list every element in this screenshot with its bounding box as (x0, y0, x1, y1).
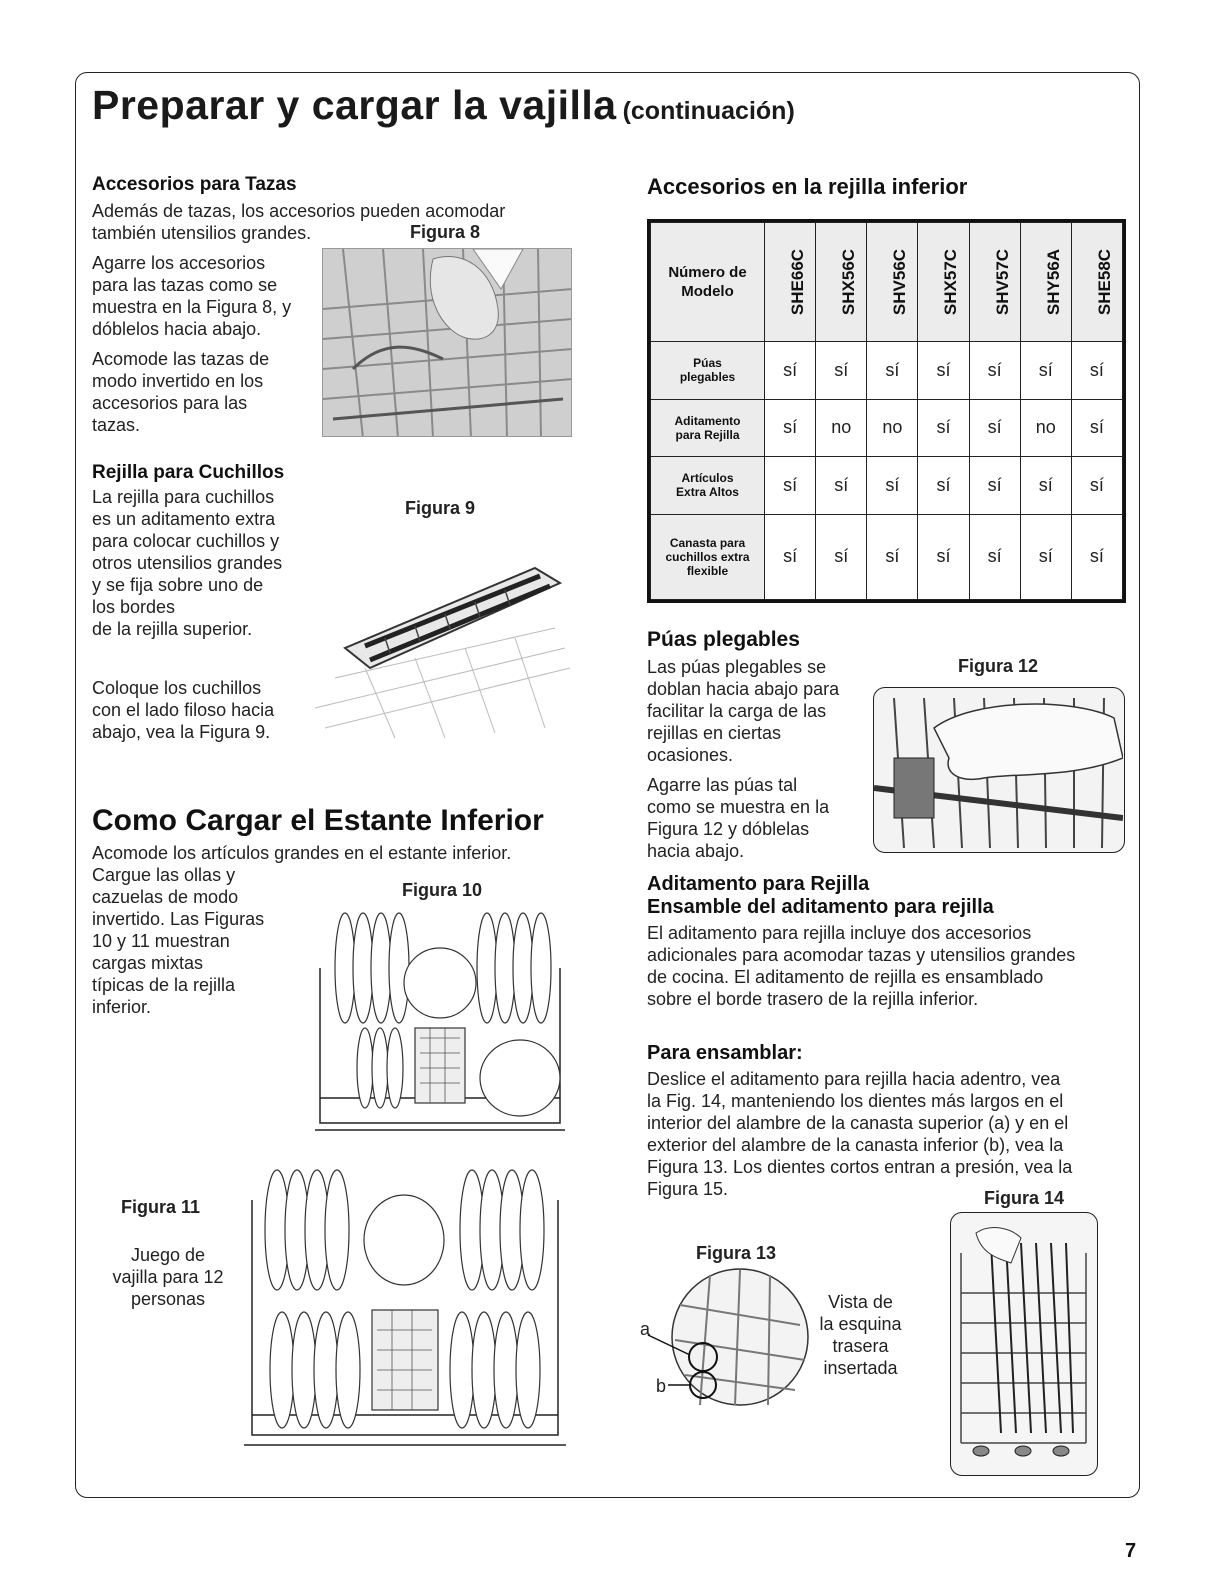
figure-9-caption: Figura 9 (405, 498, 476, 518)
table-cell: sí (918, 399, 969, 457)
row-label: Aditamento para Rejilla (651, 399, 765, 457)
table-cell: sí (1071, 514, 1122, 599)
table-cell: sí (816, 514, 867, 599)
table-cell: sí (918, 457, 969, 515)
table-corner-cell: Número de Modelo (651, 223, 765, 342)
table-cell: sí (867, 457, 918, 515)
table-cell: sí (765, 514, 816, 599)
row-label: Canasta para cuchillos extra flexible (651, 514, 765, 599)
table-cell: sí (867, 342, 918, 400)
table-cell: sí (969, 457, 1020, 515)
model-header: SHE58C (1071, 223, 1122, 342)
row-label: Artículos Extra Altos (651, 457, 765, 515)
assemble-paragraph: Deslice el aditamento para rejilla hacia adentro, vea la Fig. 14, manteniendo los dientes más largos en el interior del alambre de la canasta superior (a) y en el exterior del alambre de la canasta inferior (b), vea la Figura 13. Los dientes cortos entran a presión, vea la Figura 15. (647, 1069, 1073, 1199)
label-a: a (640, 1319, 651, 1339)
knives-heading: Rejilla para Cuchillos (92, 462, 285, 483)
lower-rack-intro: Acomode los artículos grandes en el estante inferior. (92, 843, 512, 863)
figure-10-caption: Figura 10 (402, 880, 483, 900)
table-cell: sí (1071, 342, 1122, 400)
table-row (651, 399, 1123, 457)
table-cell: sí (765, 457, 816, 515)
figure-8-caption: Figura 8 (410, 222, 481, 242)
model-header: SHX56C (816, 223, 867, 342)
table-row (651, 457, 1123, 515)
figure-14-caption: Figura 14 (984, 1188, 1065, 1208)
cups-intro-2: también utensilios grandes. (92, 223, 312, 243)
table-cell: sí (969, 342, 1020, 400)
table-row (651, 342, 1123, 400)
tines-heading: Púas plegables (647, 628, 800, 651)
table-cell: no (1020, 399, 1071, 457)
accessories-heading: Accesorios en la rejilla inferior (647, 174, 968, 199)
figure-12-caption: Figura 12 (958, 656, 1039, 676)
knives-paragraph-1: La rejilla para cuchillos es un aditamento extra para colocar cuchillos y otros utensilios grandes y se fija sobre uno de los bordes de la rejilla superior. (92, 487, 283, 639)
table-cell: sí (1071, 399, 1122, 457)
table-cell: sí (1020, 514, 1071, 599)
model-header: SHV57C (969, 223, 1020, 342)
lower-rack-paragraph: Cargue las ollas y cazuelas de modo invertido. Las Figuras 10 y 11 muestran cargas mixtas típicas de la rejilla inferior. (92, 865, 265, 1017)
table-cell: sí (816, 457, 867, 515)
model-header: SHX57C (918, 223, 969, 342)
table-cell: no (867, 399, 918, 457)
table-row (651, 514, 1123, 599)
cups-intro-1: Además de tazas, los accesorios pueden acomodar (92, 201, 506, 221)
page-number: 7 (1125, 1540, 1137, 1562)
model-header: SHV56C (867, 223, 918, 342)
table-cell: sí (918, 514, 969, 599)
cups-paragraph-1: Agarre los accesorios para las tazas como se muestra en la Figura 8, y dóblelos hacia abajo. (92, 253, 292, 339)
accessories-table (647, 219, 1126, 603)
table-cell: sí (867, 514, 918, 599)
figure-8-photo (322, 248, 572, 437)
figure-14-illustration (950, 1212, 1098, 1476)
cups-heading: Accesorios para Tazas (92, 174, 297, 195)
figure-9-illustration (305, 528, 575, 738)
table-cell: sí (1071, 457, 1122, 515)
figure-13-illustration (640, 1265, 815, 1415)
label-b: b (656, 1376, 667, 1396)
figure-12-illustration (873, 687, 1125, 853)
model-header: SHY56A (1020, 223, 1071, 342)
table-cell: sí (1020, 457, 1071, 515)
table-cell: sí (969, 399, 1020, 457)
table-cell: sí (765, 342, 816, 400)
page-title: Preparar y cargar la vajilla (continuación) (92, 82, 795, 128)
table-cell: sí (969, 514, 1020, 599)
figure-10-illustration (305, 908, 575, 1138)
model-header: SHE66C (765, 223, 816, 342)
table-cell: no (816, 399, 867, 457)
row-label: Púas plegables (651, 342, 765, 400)
cups-paragraph-2: Acomode las tazas de modo invertido en los accesorios para las tazas. (92, 349, 270, 435)
figure-13-description: Vista de la esquina trasera insertada (819, 1292, 902, 1378)
assemble-heading: Para ensamblar: (647, 1042, 803, 1064)
figure-11-description: Juego de vajilla para 12 personas (112, 1245, 224, 1309)
figure-11-caption: Figura 11 (121, 1197, 201, 1217)
table-cell: sí (765, 399, 816, 457)
table-cell: sí (918, 342, 969, 400)
knives-paragraph-2: Coloque los cuchillos con el lado filoso hacia abajo, vea la Figura 9. (92, 678, 275, 742)
rack-attachment-subheading: Ensamble del aditamento para rejilla (647, 896, 994, 918)
figure-13-caption: Figura 13 (696, 1243, 777, 1263)
tines-paragraph-2: Agarre las púas tal como se muestra en la Figura 12 y dóblelas hacia abajo. (647, 775, 830, 861)
rack-attachment-heading: Aditamento para Rejilla (647, 873, 870, 895)
lower-rack-heading: Como Cargar el Estante Inferior (92, 804, 544, 837)
table-cell: sí (816, 342, 867, 400)
table-cell: sí (1020, 342, 1071, 400)
figure-11-illustration (232, 1160, 578, 1460)
rack-attachment-paragraph: El aditamento para rejilla incluye dos accesorios adicionales para acomodar tazas y utensilios grandes de cocina. El aditamento de rejilla es ensamblado sobre el borde trasero de la rejilla inferior. (647, 923, 1076, 1009)
tines-paragraph-1: Las púas plegables se doblan hacia abajo para facilitar la carga de las rejillas en ciertas ocasiones. (647, 657, 840, 765)
